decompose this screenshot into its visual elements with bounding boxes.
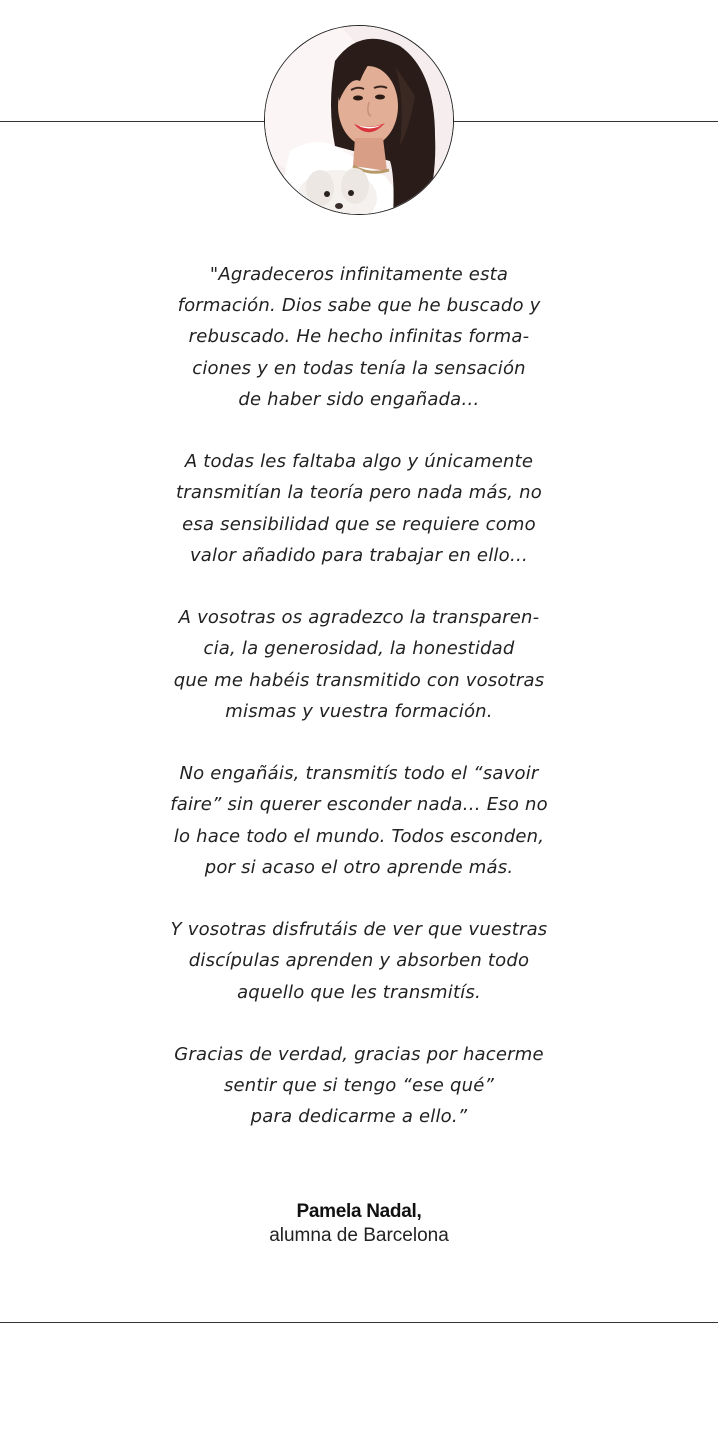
quote-paragraph	[0, 446, 718, 571]
quote-line: rebuscado. He hecho infinitas forma-	[188, 326, 530, 348]
quote-line: A vosotras os agradezco la transparen-	[178, 607, 540, 629]
author-role: alumna de Barcelona	[269, 1225, 449, 1246]
quote-paragraph	[0, 758, 718, 883]
quote-line: transmitían la teoría pero nada más, no	[176, 482, 542, 504]
quote-line: Y vosotras disfrutáis de ver que vuestras	[170, 919, 548, 941]
quote-paragraph	[0, 914, 718, 1008]
author-name: Pamela Nadal,	[296, 1201, 422, 1222]
quote-line: cia, la generosidad, la honestidad	[203, 638, 515, 660]
quote-line: faire” sin querer esconder nada… Eso no	[170, 794, 548, 816]
quote-line: discípulas aprenden y absorben todo	[188, 950, 530, 972]
bottom-divider	[0, 1322, 718, 1323]
quote-line: por si acaso el otro aprende más.	[204, 856, 514, 878]
quote-line: de haber sido engañada…	[238, 388, 480, 410]
quote-paragraph	[0, 259, 718, 415]
quote-line: A todas les faltaba algo y únicamente	[184, 451, 534, 473]
quote-line: No engañáis, transmitís todo el “savoir	[179, 763, 539, 785]
quote-line: ciones y en todas tenía la sensación	[192, 357, 526, 379]
quote-line: formación. Dios sabe que he buscado y	[177, 295, 541, 317]
author-avatar	[264, 25, 454, 215]
testimonial-quote	[0, 259, 718, 1164]
portrait-photo-icon	[265, 26, 454, 215]
author-block	[0, 1200, 718, 1248]
quote-line: lo hace todo el mundo. Todos esconden,	[173, 825, 545, 847]
quote-line: aquello que les transmitís.	[237, 981, 481, 1003]
quote-line: valor añadido para trabajar en ello…	[189, 544, 529, 566]
quote-line: que me habéis transmitido con vosotras	[173, 669, 545, 691]
quote-line: para dedicarme a ello.”	[250, 1106, 468, 1128]
quote-line: esa sensibilidad que se requiere como	[182, 513, 536, 535]
quote-line: Gracias de verdad, gracias por hacerme	[174, 1044, 544, 1065]
quote-paragraph	[0, 602, 718, 727]
quote-paragraph	[0, 1039, 718, 1133]
quote-line: mismas y vuestra formación.	[225, 700, 493, 722]
quote-line: sentir que si tengo “ese qué”	[223, 1075, 495, 1097]
quote-line: "Agradeceros infinitamente esta	[209, 264, 509, 285]
